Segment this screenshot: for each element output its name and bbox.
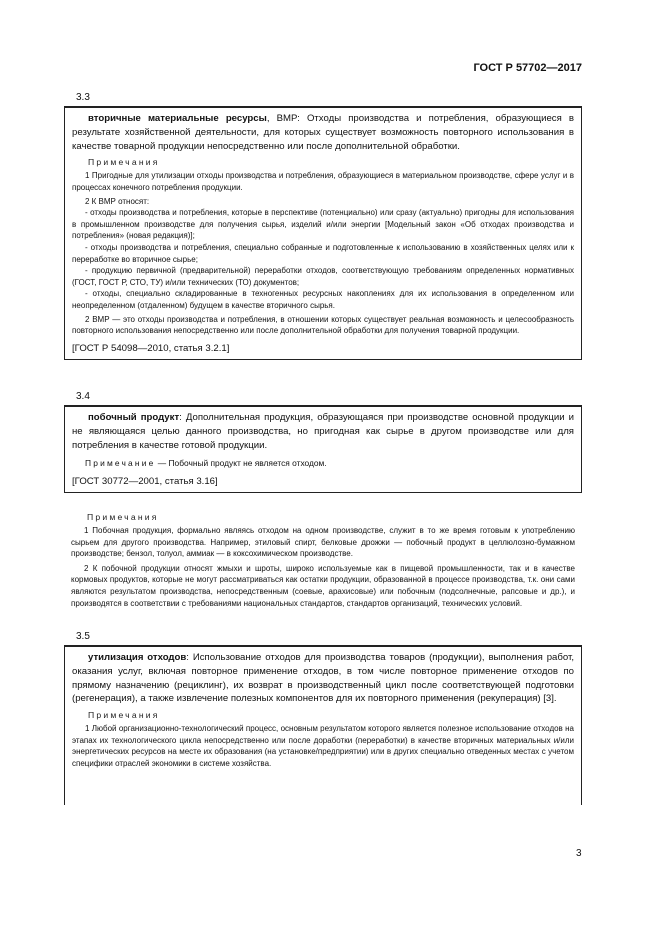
definition-box-3-5 [64, 645, 582, 805]
definition-box-3-3 [64, 106, 582, 360]
definition-text-3-5: : Использование отходов для производства товаров (продукции), выполнения работ, оказания услуг, включая повторное применение отходов, в том числе повторное применение отходов по прямому назначению (рециклинг), их возврат в производственный цикл после соответствующей подготовки (регенерация), а также извлечение полезных компонентов для их повторного применения (рекуперация) [3]. [72, 652, 575, 705]
term-3-4: побочный продукт [88, 412, 180, 423]
section-number-3-5: 3.5 [76, 631, 90, 642]
note-item: 1 Пригодные для утилизации отходы производства и потребления, образующиеся в материальном производстве, сфере услуг и в процессах конечного потребления продукции. [72, 171, 574, 192]
note-item: 2 ВМР — это отходы производства и потребления, в отношении которых существует реальная возможность и целесообразность повторного использования непосредственно или после дополнительной обработки для получения товарной продукции. [72, 314, 574, 336]
standard-code: ГОСТ Р 57702—2017 [473, 62, 582, 74]
note-item: - отходы производства и потребления, которые в перспективе (потенциально) или сразу (актуально) пригодны для использования в промышленном производстве для получения сырья, изделий и/или энергии [Модельный закон «Об отходах производства и потребления» (новая редакция)]; [72, 208, 574, 241]
notes-heading-3-5: Примечания [88, 710, 160, 721]
definition-3-4 [72, 411, 574, 452]
note-item: - продукцию первичной (предварительной) переработки отходов, соответствующую требованиям определенных нормативных (ГОСТ, ГОСТ Р, СТО, ТУ) и/или технических (ТО) документов; [72, 266, 574, 287]
definition-3-3 [72, 112, 574, 153]
note-item: 2 К ВМР относят: [85, 196, 150, 206]
note-item: - отходы производства и потребления, специально собранные и подготовленные к использованию в хозяйственных целях или к переработке во вторичное сырье; [72, 242, 574, 264]
term-3-3: вторичные материальные ресурсы [88, 113, 267, 124]
notes-heading-3-3: Примечания [88, 157, 160, 168]
notes-block-3-4 [64, 508, 582, 609]
note-item: - отходы, специально складированные в техногенных ресурсных накоплениях для их использования в определенном или неопределенном (отдаленном) будущем в качестве вторичного сырья. [72, 289, 574, 310]
term-3-5: утилизация отходов [88, 652, 187, 663]
notes-heading-3-4: Примечания [87, 512, 159, 522]
note-item: 1 Любой организационно-технологический процесс, основным результатом которого является полезное использование отходов на этапах их технологического цикла непосредственно или после доработки (переработки) в качестве вторичных материальных и/или энергетических ресурсов на месте их образования (на установке/предприятии) или в других специально отведенных местах с учетом специфики отраслей экономики в системе хозяйства. [72, 724, 574, 768]
reference-3-4: [ГОСТ 30772—2001, статья 3.16] [72, 475, 218, 487]
note-label-3-4: Примечание [85, 458, 156, 469]
section-number-3-3: 3.3 [76, 92, 90, 103]
reference-3-3: [ГОСТ Р 54098—2010, статья 3.2.1] [72, 342, 230, 354]
definition-box-3-4 [64, 405, 582, 493]
definition-3-5 [72, 651, 574, 706]
note-text-3-4: — Побочный продукт не является отходом. [155, 458, 327, 469]
note-item: 1 Побочная продукция, формально являясь отходом на одном производстве, служит в то же время готовым к употреблению сырьем для другого производства. Например, этиловый спирт, белковые дрожжи — побочный продукт в целлюлозно-бумажном производстве; бензол, толуол, аммиак — в коксохимическом производстве. [71, 526, 575, 559]
definition-text-3-3: , ВМР: Отходы производства и потребления, образующиеся в результате хозяйственной деятельности, для которых существует возможность повторного использования в качестве товарной продукции непосредственно или после дополнительной обработки. [72, 113, 575, 152]
definition-text-3-4: : Дополнительная продукция, образующаяся при производстве основной продукции и не являющаяся целью данного производства, но пригодная как сырье в другом производстве или для потребления в качестве готовой продукции. [72, 412, 574, 451]
page-number: 3 [576, 848, 582, 859]
note-item: 2 К побочной продукции относят жмыхи и шроты, широко используемые как в пищевой промышленности, так и в качестве кормовых продуктов, которые не могут рассматриваться как остатки продукции, образованной в процессе производства, т.к. они сами являются результатом производства, непосредственным (соевые, арахисовые) или побочным (подсолнечные, рапсовые и др.), и производятся в соответствии с требованиями национальных стандартов, стандартов организаций, технических условий. [71, 563, 575, 608]
section-number-3-4: 3.4 [76, 391, 90, 402]
note-3-4 [72, 458, 574, 470]
